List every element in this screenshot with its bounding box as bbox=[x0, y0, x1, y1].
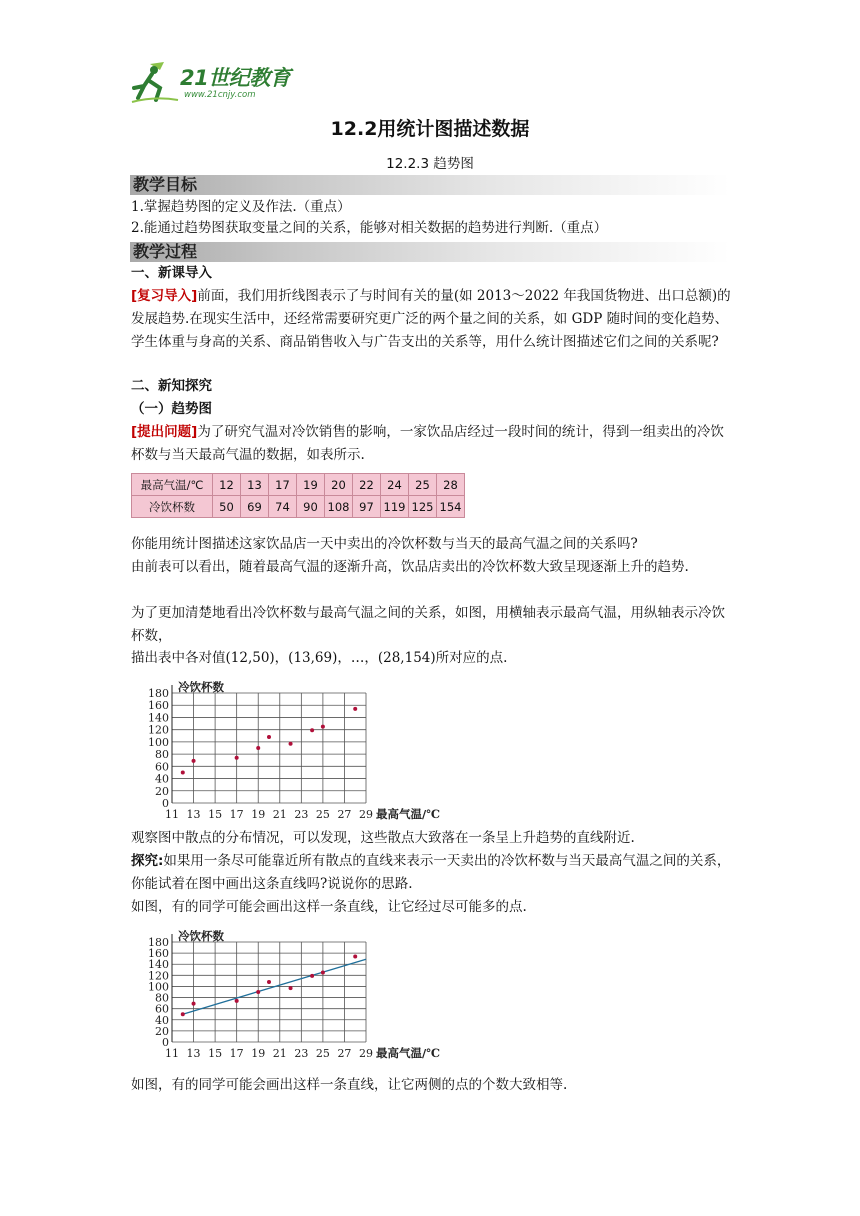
y-tick-label: 0 bbox=[162, 797, 169, 810]
x-tick-label: 13 bbox=[186, 1047, 201, 1060]
x-tick-label: 13 bbox=[186, 808, 201, 821]
data-point bbox=[181, 770, 185, 774]
y-tick-label: 120 bbox=[148, 723, 169, 737]
table-cell: 20 bbox=[325, 474, 353, 496]
data-point bbox=[321, 971, 325, 975]
section-process-label: 教学过程 bbox=[133, 242, 198, 261]
table-cell: 28 bbox=[437, 474, 465, 496]
x-tick-label: 11 bbox=[165, 808, 179, 821]
x-tick-label: 21 bbox=[272, 808, 287, 821]
question-tag: [提出问题] bbox=[131, 424, 198, 440]
scatter-chart-2 bbox=[128, 922, 458, 1066]
data-point bbox=[181, 1012, 185, 1016]
heading-explore: 二、新知探究 bbox=[131, 378, 212, 394]
y-axis-label: 冷饮杯数 bbox=[178, 929, 224, 943]
table-cell: 119 bbox=[381, 496, 409, 518]
y-tick-label: 60 bbox=[155, 760, 169, 774]
y-tick-label: 100 bbox=[148, 735, 169, 749]
explore-text: 如果用一条尽可能靠近所有散点的直线来表示一天卖出的冷饮杯数与当天最高气温之间的关系，你能试着在图中画出这条直线吗?说说你的思路. bbox=[131, 853, 731, 892]
paragraph: 由前表可以看出，随着最高气温的逐渐升高，饮品店卖出的冷饮杯数大致呈现逐渐上升的趋势. bbox=[131, 559, 689, 575]
intro-paragraph bbox=[131, 285, 731, 354]
paragraph: 为了更加清楚地看出冷饮杯数与最高气温之间的关系，如图，用横轴表示最高气温，用纵轴表示冷饮杯数， bbox=[131, 605, 725, 644]
data-point bbox=[289, 742, 293, 746]
table-cell: 97 bbox=[353, 496, 381, 518]
data-point bbox=[192, 759, 196, 763]
y-tick-label: 160 bbox=[148, 699, 169, 713]
paragraph: 观察图中散点的分布情况，可以发现，这些散点大致落在一条呈上升趋势的直线附近. bbox=[131, 830, 635, 846]
table-header-temperature: 最高气温/℃ bbox=[132, 474, 213, 496]
x-tick-label: 29 bbox=[359, 1047, 373, 1060]
data-point bbox=[321, 725, 325, 729]
data-point bbox=[310, 728, 314, 732]
table-row-cups bbox=[132, 496, 465, 518]
x-tick-label: 27 bbox=[337, 808, 352, 821]
data-point bbox=[289, 986, 293, 990]
table-cell: 125 bbox=[409, 496, 437, 518]
section-goals-label: 教学目标 bbox=[133, 175, 198, 194]
data-point bbox=[256, 990, 260, 994]
intro-tag: [复习导入] bbox=[131, 288, 198, 304]
y-tick-label: 160 bbox=[148, 947, 169, 961]
y-tick-label: 140 bbox=[148, 958, 169, 972]
y-tick-label: 140 bbox=[148, 711, 169, 725]
table-cell: 108 bbox=[325, 496, 353, 518]
y-tick-label: 40 bbox=[155, 772, 169, 786]
goal-item: 2.能通过趋势图获取变量之间的关系，能够对相关数据的趋势进行判断.（重点） bbox=[131, 220, 608, 236]
question-paragraph bbox=[131, 421, 731, 467]
x-tick-label: 27 bbox=[337, 1047, 352, 1060]
y-tick-label: 120 bbox=[148, 969, 169, 983]
x-tick-label: 25 bbox=[315, 808, 330, 821]
data-point bbox=[267, 735, 271, 739]
table-row-temperature bbox=[132, 474, 465, 496]
section-header-process bbox=[130, 242, 730, 262]
y-tick-label: 0 bbox=[162, 1036, 169, 1049]
logo bbox=[130, 58, 300, 106]
data-point bbox=[235, 756, 239, 760]
table-cell: 12 bbox=[213, 474, 241, 496]
explore-tag: 探究: bbox=[131, 853, 164, 869]
x-tick-label: 25 bbox=[315, 1047, 330, 1060]
runner-logo-icon bbox=[130, 58, 180, 104]
x-tick-label: 17 bbox=[229, 1047, 244, 1060]
x-tick-label: 21 bbox=[272, 1047, 287, 1060]
table-cell: 19 bbox=[297, 474, 325, 496]
y-tick-label: 20 bbox=[155, 784, 169, 798]
table-cell: 25 bbox=[409, 474, 437, 496]
data-point bbox=[310, 974, 314, 978]
y-tick-label: 180 bbox=[148, 936, 169, 949]
x-tick-label: 29 bbox=[359, 808, 373, 821]
section-header-goals bbox=[130, 175, 730, 195]
x-tick-label: 17 bbox=[229, 808, 244, 821]
table-cell: 74 bbox=[269, 496, 297, 518]
y-tick-label: 20 bbox=[155, 1024, 169, 1038]
explore-paragraph bbox=[131, 850, 731, 896]
x-axis-label: 最高气温/℃ bbox=[376, 807, 440, 821]
paragraph: 如图，有的同学可能会画出这样一条直线，让它经过尽可能多的点. bbox=[131, 899, 527, 915]
x-tick-label: 23 bbox=[294, 1047, 309, 1060]
table-cell: 69 bbox=[241, 496, 269, 518]
table-cell: 17 bbox=[269, 474, 297, 496]
paragraph: 如图，有的同学可能会画出这样一条直线，让它两侧的点的个数大致相等. bbox=[131, 1077, 568, 1093]
y-axis-label: 冷饮杯数 bbox=[178, 680, 224, 694]
data-point bbox=[256, 746, 260, 750]
y-tick-label: 180 bbox=[148, 687, 169, 700]
table-cell: 90 bbox=[297, 496, 325, 518]
x-tick-label: 23 bbox=[294, 808, 309, 821]
page-subtitle: 12.2.3 趋势图 bbox=[386, 156, 474, 172]
data-point bbox=[353, 707, 357, 711]
data-point bbox=[192, 1002, 196, 1006]
y-tick-label: 40 bbox=[155, 1013, 169, 1027]
table-cell: 24 bbox=[381, 474, 409, 496]
x-tick-label: 19 bbox=[251, 1047, 266, 1060]
data-table bbox=[131, 473, 465, 518]
y-tick-label: 100 bbox=[148, 980, 169, 994]
heading-intro: 一、新课导入 bbox=[131, 265, 212, 281]
x-axis-label: 最高气温/℃ bbox=[376, 1046, 440, 1060]
table-cell: 50 bbox=[213, 496, 241, 518]
paragraph: 描出表中各对值(12,50)，(13,69)，…，(28,154)所对应的点. bbox=[131, 650, 508, 666]
x-tick-label: 15 bbox=[208, 1047, 223, 1060]
goal-item: 1.掌握趋势图的定义及作法.（重点） bbox=[131, 199, 351, 215]
table-cell: 154 bbox=[437, 496, 465, 518]
data-point bbox=[353, 954, 357, 958]
page-title: 12.2用统计图描述数据 bbox=[330, 118, 530, 140]
data-point bbox=[267, 980, 271, 984]
paragraph: 你能用统计图描述这家饮品店一天中卖出的冷饮杯数与当天的最高气温之间的关系吗? bbox=[131, 536, 638, 552]
y-tick-label: 80 bbox=[155, 748, 169, 762]
table-cell: 22 bbox=[353, 474, 381, 496]
question-text: 为了研究气温对冷饮销售的影响，一家饮品店经过一段时间的统计，得到一组卖出的冷饮杯数与当天最高气温的数据，如表所示. bbox=[131, 424, 724, 463]
scatter-chart-1 bbox=[128, 672, 458, 822]
table-cell: 13 bbox=[241, 474, 269, 496]
logo-text: 21世纪教育 bbox=[180, 66, 291, 90]
y-tick-label: 80 bbox=[155, 991, 169, 1005]
data-point bbox=[235, 999, 239, 1003]
intro-text: 前面，我们用折线图表示了与时间有关的量(如 2013～2022 年我国货物进、出口总额)的发展趋势.在现实生活中，还经常需要研究更广泛的两个量之间的关系，如 GDP 随时间的变化趋势、学生体重与身高的关系、商品销售收入与广告支出的关系等，用什么统计图描述它们之间的关系呢? bbox=[131, 288, 731, 350]
y-tick-label: 60 bbox=[155, 1002, 169, 1016]
table-header-cups: 冷饮杯数 bbox=[132, 496, 213, 518]
logo-url: www.21cnjy.com bbox=[184, 90, 256, 100]
x-tick-label: 11 bbox=[165, 1047, 179, 1060]
heading-trend-chart: （一）趋势图 bbox=[131, 401, 212, 417]
x-tick-label: 19 bbox=[251, 808, 266, 821]
x-tick-label: 15 bbox=[208, 808, 223, 821]
